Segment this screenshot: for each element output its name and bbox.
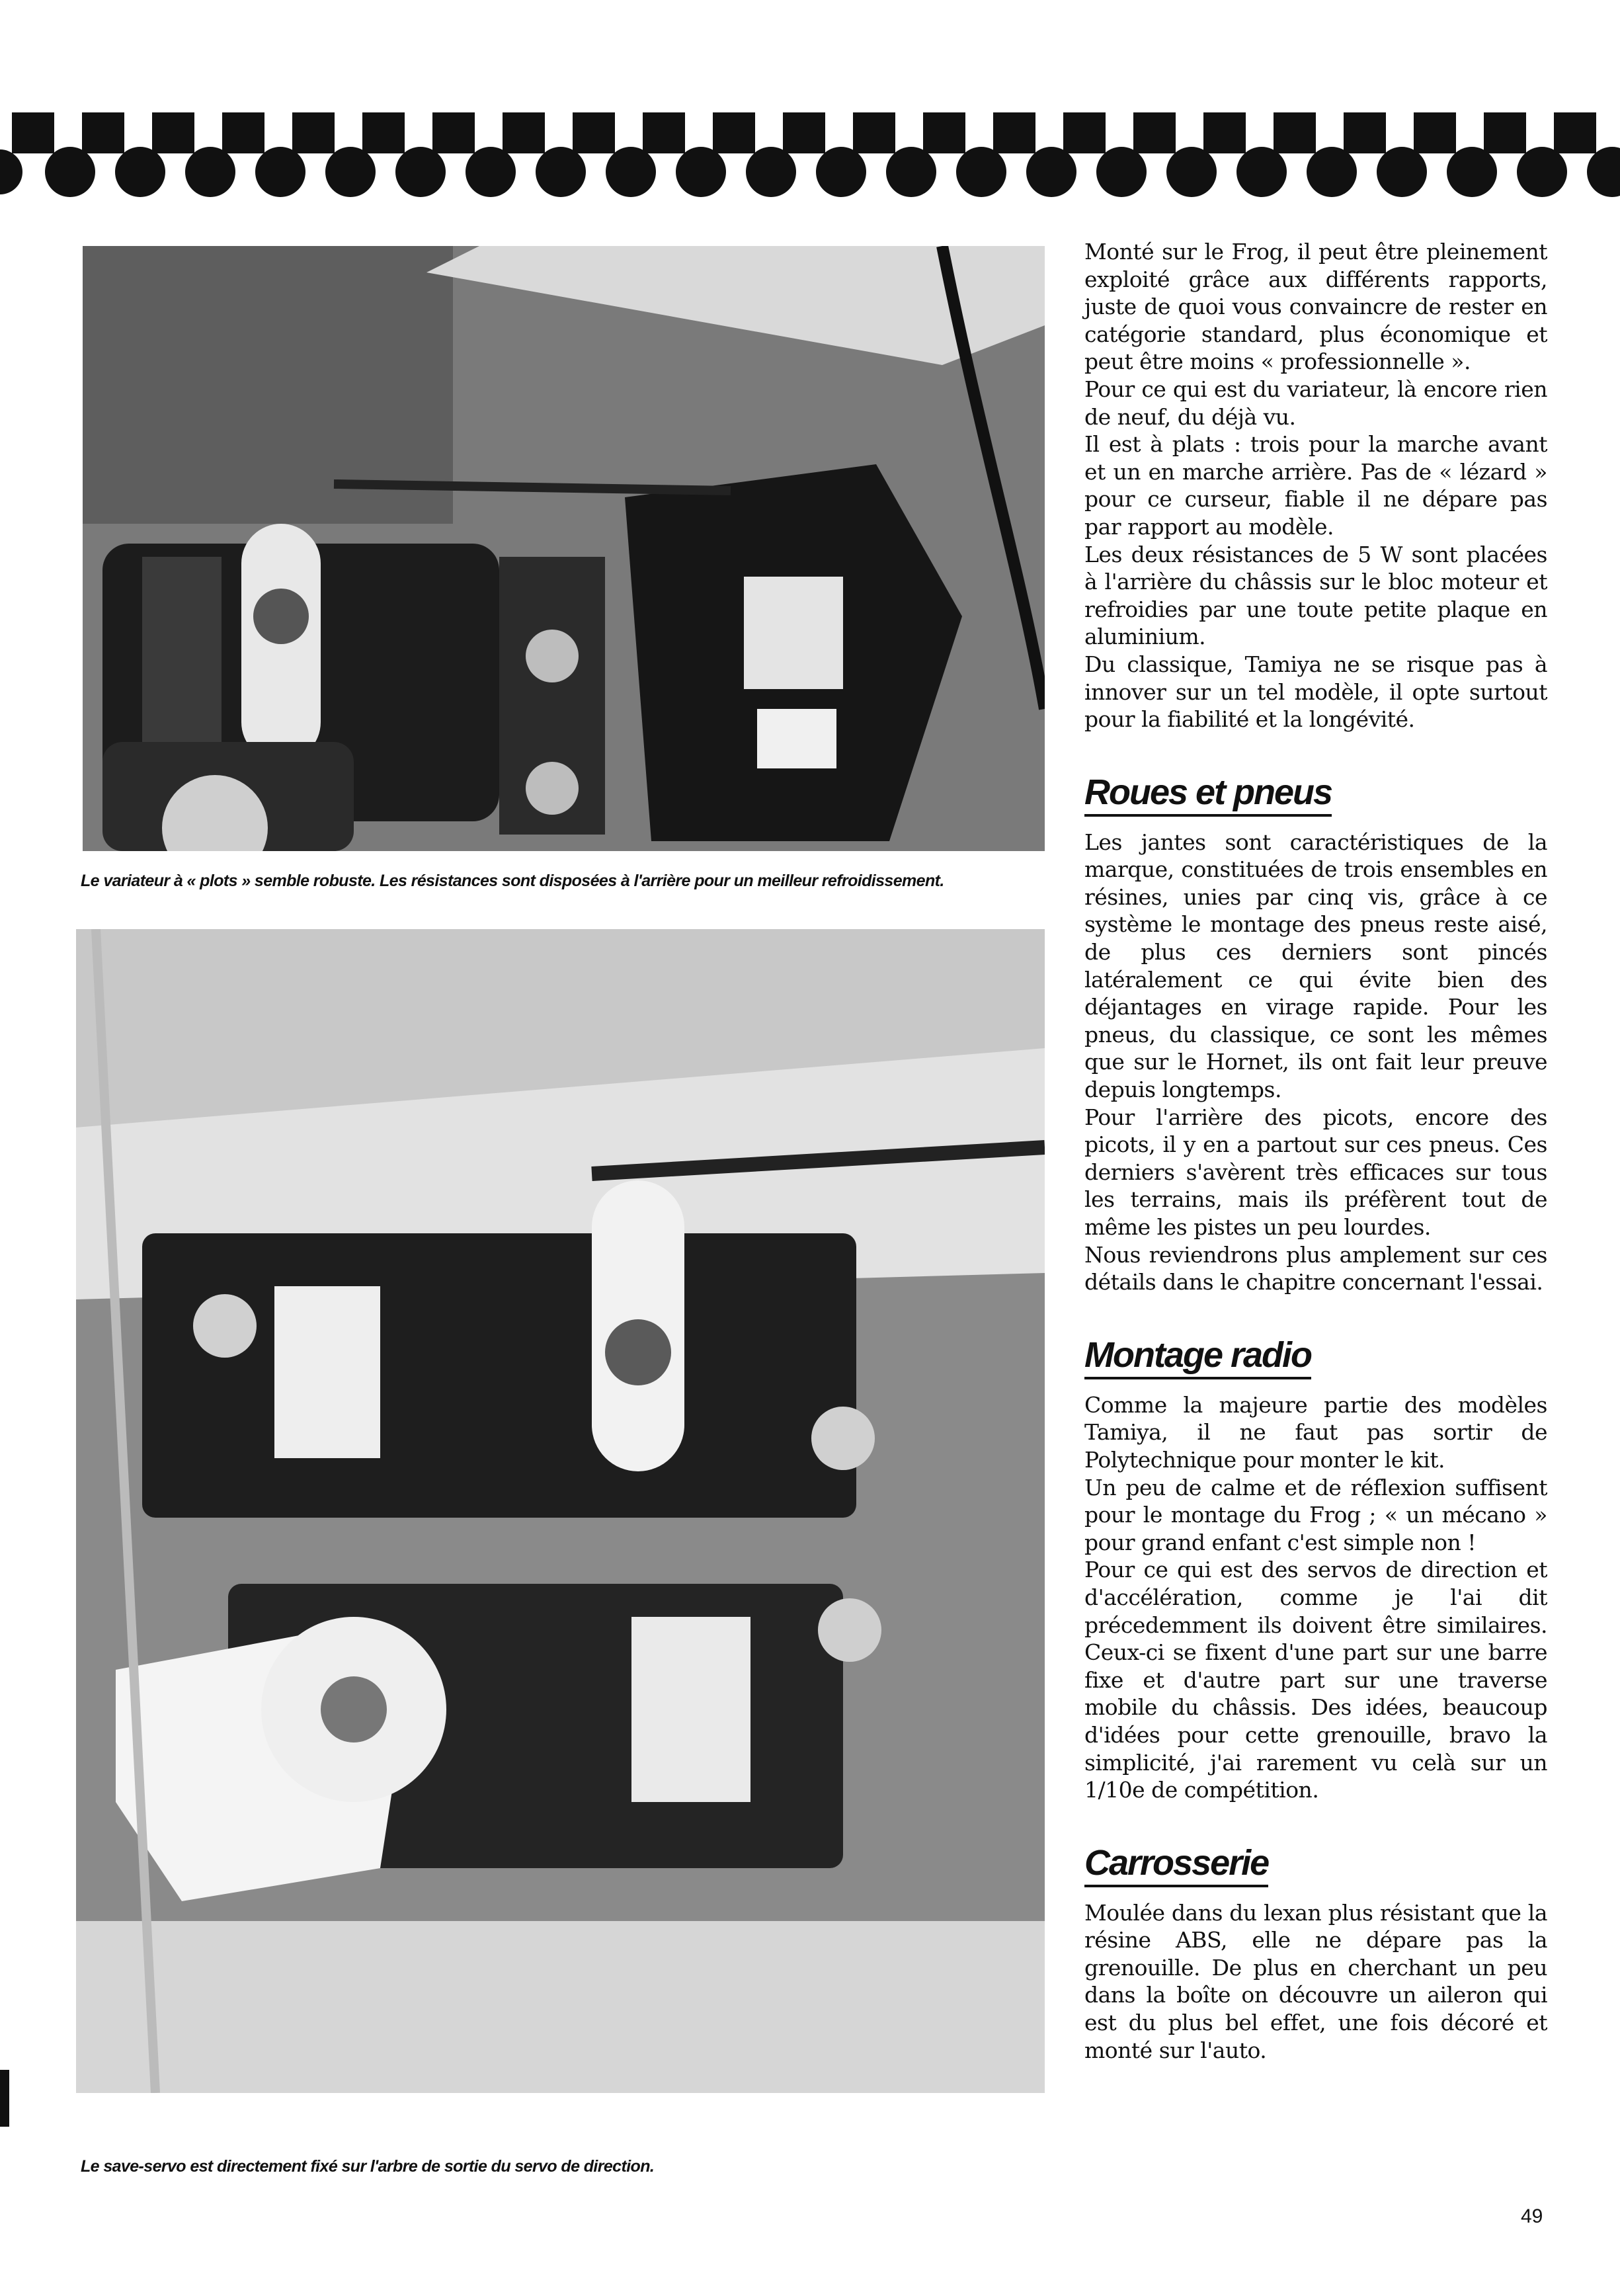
header-square xyxy=(923,112,965,153)
section-roues-et-pneus xyxy=(1084,770,1547,1296)
header-dot xyxy=(395,147,446,197)
header-dot xyxy=(0,149,22,194)
section-paragraph: Pour ce qui est des servos de direction et d'accélération, comme je l'ai dit précedemment ils doivent être similaires. Ceux-ci se fixent d'une part sur une barre fixe et d'autre part sur une traverse mobile du châssis. Des idées, beaucoup d'idées pour cette grenouille, bravo la simplicité, j'ai rarement vu celà sur un 1/10e de compétition. xyxy=(1084,1557,1547,1803)
section-heading: Carrosserie xyxy=(1084,1841,1268,1887)
photo-servo-saver xyxy=(76,929,1045,2093)
header-dot xyxy=(1307,147,1357,197)
section-heading: Montage radio xyxy=(1084,1333,1311,1379)
header-dot xyxy=(956,147,1006,197)
header-square xyxy=(1414,112,1456,153)
header-square xyxy=(713,112,755,153)
photo-caption-top: Le variateur à « plots » semble robuste. Les résistances sont disposées à l'arrière pour un meilleur refroidissement. xyxy=(81,872,944,890)
header-dot xyxy=(1447,147,1497,197)
header-square xyxy=(993,112,1035,153)
header-square xyxy=(432,112,475,153)
header-square xyxy=(1203,112,1246,153)
header-dot xyxy=(255,147,305,197)
header-square xyxy=(1554,112,1596,153)
header-dot xyxy=(886,147,936,197)
header-square xyxy=(292,112,335,153)
header-dot xyxy=(45,147,95,197)
page-number: 49 xyxy=(1521,2205,1543,2227)
section-paragraph: Comme la majeure partie des modèles Tamiya, il ne faut pas sortir de Polytechnique pour monter le kit. xyxy=(1084,1391,1547,1473)
section-heading: Roues et pneus xyxy=(1084,770,1332,817)
header-square xyxy=(152,112,194,153)
header-dot xyxy=(1236,147,1287,197)
header-dot xyxy=(816,147,866,197)
intro-paragraph: Du classique, Tamiya ne se risque pas à innover sur un tel modèle, il opte surtout pour la fiabilité et la longévité. xyxy=(1084,651,1547,733)
header-dot xyxy=(185,147,235,197)
header-square xyxy=(573,112,615,153)
section-carrosserie xyxy=(1084,1841,1547,2065)
header-dot xyxy=(1517,147,1567,197)
header-square xyxy=(1484,112,1526,153)
header-square xyxy=(783,112,825,153)
header-dot xyxy=(466,147,516,197)
intro-paragraph: Il est à plats : trois pour la marche avant et un en marche arrière. Pas de « lézard » pour ce curseur, fiable il ne dépare pas par rapport au modèle. xyxy=(1084,431,1547,540)
photo-speed-controller xyxy=(83,246,1045,851)
section-paragraph: Pour l'arrière des picots, encore des picots, il y en a partout sur ces pneus. Ces derniers s'avèrent très efficaces sur tous les terrains, mais ils préfèrent tout de même les pistes un peu lourdes. xyxy=(1084,1104,1547,1240)
header-square xyxy=(82,112,124,153)
header-square xyxy=(1344,112,1386,153)
header-square xyxy=(362,112,405,153)
header-dot xyxy=(1166,147,1217,197)
header-dot xyxy=(1096,147,1147,197)
header-dot xyxy=(676,147,726,197)
header-square xyxy=(1063,112,1106,153)
header-square xyxy=(503,112,545,153)
header-square xyxy=(1274,112,1316,153)
header-square xyxy=(12,112,54,153)
intro-paragraph: Les deux résistances de 5 W sont placées à l'arrière du châssis sur le bloc moteur et refroidies par une toute petite plaque en aluminium. xyxy=(1084,541,1547,650)
header-square xyxy=(1133,112,1176,153)
header-dot xyxy=(325,147,376,197)
article-text-column xyxy=(1084,238,1547,2064)
header-dot xyxy=(1587,147,1620,197)
header-dot xyxy=(536,147,586,197)
checkered-header-band xyxy=(0,106,1620,205)
header-dot xyxy=(1377,147,1427,197)
header-square xyxy=(222,112,264,153)
header-dot xyxy=(115,147,165,197)
intro-paragraph: Monté sur le Frog, il peut être pleinement exploité grâce aux différents rapports, juste de quoi vous convaincre de rester en catégorie standard, plus économique et peut être moins « professionnelle ». xyxy=(1084,239,1547,375)
section-montage-radio xyxy=(1084,1333,1547,1804)
header-dot xyxy=(746,147,796,197)
section-paragraph: Nous reviendrons plus amplement sur ces détails dans le chapitre concernant l'essai. xyxy=(1084,1241,1547,1295)
section-paragraph: Un peu de calme et de réflexion suffisent pour le montage du Frog ; « un mécano » pour grand enfant c'est simple non ! xyxy=(1084,1474,1547,1555)
header-dot xyxy=(1026,147,1076,197)
header-square xyxy=(643,112,685,153)
header-square xyxy=(853,112,895,153)
header-dot xyxy=(606,147,656,197)
section-paragraph: Moulée dans du lexan plus résistant que la résine ABS, elle ne dépare pas la grenouille. De plus en cherchant un peu dans la boîte on découvre un aileron qui est du plus bel effet, une fois décoré et monté sur l'auto. xyxy=(1084,1899,1547,2063)
intro-paragraph: Pour ce qui est du variateur, là encore rien de neuf, du déjà vu. xyxy=(1084,376,1547,430)
intro-block xyxy=(1084,238,1547,733)
photo-caption-bottom: Le save-servo est directement fixé sur l'arbre de sortie du servo de direction. xyxy=(81,2157,655,2176)
section-paragraph: Les jantes sont caractéristiques de la marque, constituées de trois ensembles en résines, unies par cinq vis, grâce à ce système le montage des pneus reste aisé, de plus ces derniers sont pincés latéralement ce qui évite bien des déjantages en virage rapide. Pour les pneus, du classique, ce sont les mêmes que sur le Hornet, ils ont fait leur preuve depuis longtemps. xyxy=(1084,829,1547,1103)
margin-mark xyxy=(0,2070,9,2127)
